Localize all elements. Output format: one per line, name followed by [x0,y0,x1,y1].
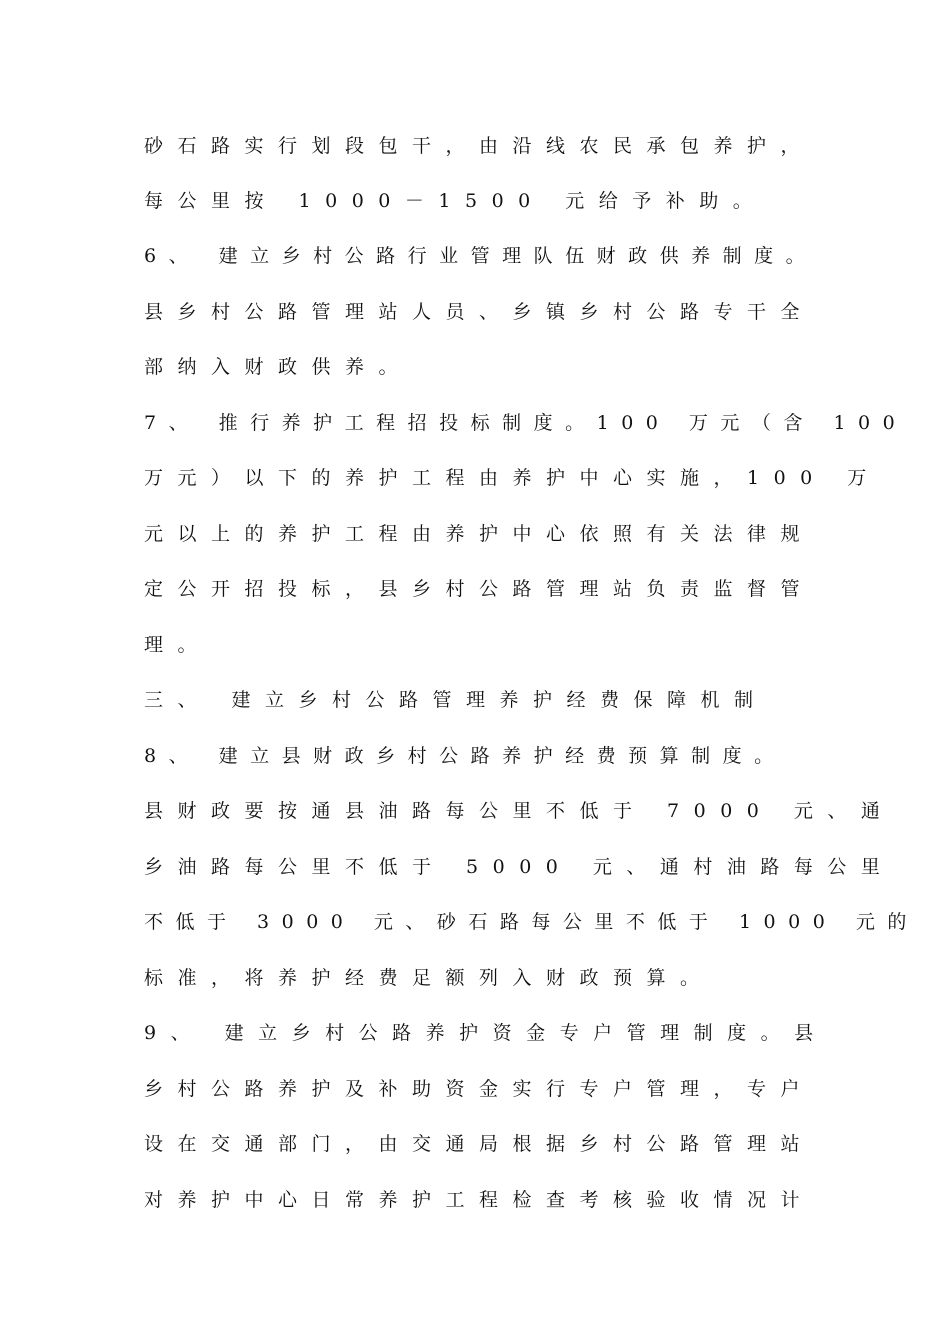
text-line: 定公开招投标，县乡村公路管理站负责监督管 [144,578,815,600]
text-line: 元以上的养护工程由养护中心依照有关法律规 [144,523,815,545]
text-line: 理。 [144,634,212,656]
text-line: 对养护中心日常养护工程检查考核验收情况计 [144,1189,815,1211]
text-line: 设在交通部门，由交通局根据乡村公路管理站 [144,1133,815,1155]
text-line: 县乡村公路管理站人员、乡镇乡村公路专干全 [144,301,815,323]
text-line: 不低于 3000 元、砂石路每公里不低于 1000 元的 [144,911,919,933]
text-line: 乡村公路养护及补助资金实行专户管理，专户 [144,1078,815,1100]
text-line: 部纳入财政供养。 [144,356,413,378]
section-heading: 三、 建立乡村公路管理养护经费保障机制 [144,689,768,711]
text-line: 8、 建立县财政乡村公路养护经费预算制度。 [144,745,786,767]
text-line: 6、 建立乡村公路行业管理队伍财政供养制度。 [144,245,818,267]
text-line: 万元）以下的养护工程由养护中心实施，100 万 [144,467,881,489]
text-line: 砂石路实行划段包干，由沿线农民承包养护， [144,135,815,157]
text-line: 7、 推行养护工程招投标制度。100 万元（含 100 [144,412,908,434]
text-line: 乡油路每公里不低于 5000 元、通村油路每公里 [144,856,895,878]
text-line: 每公里按 1000－1500 元给予补助。 [144,190,767,212]
text-line: 县财政要按通县油路每公里不低于 7000 元、通 [144,800,895,822]
text-line: 标准，将养护经费足额列入财政预算。 [144,967,714,989]
text-line: 9、 建立乡村公路养护资金专户管理制度。县 [144,1022,828,1044]
